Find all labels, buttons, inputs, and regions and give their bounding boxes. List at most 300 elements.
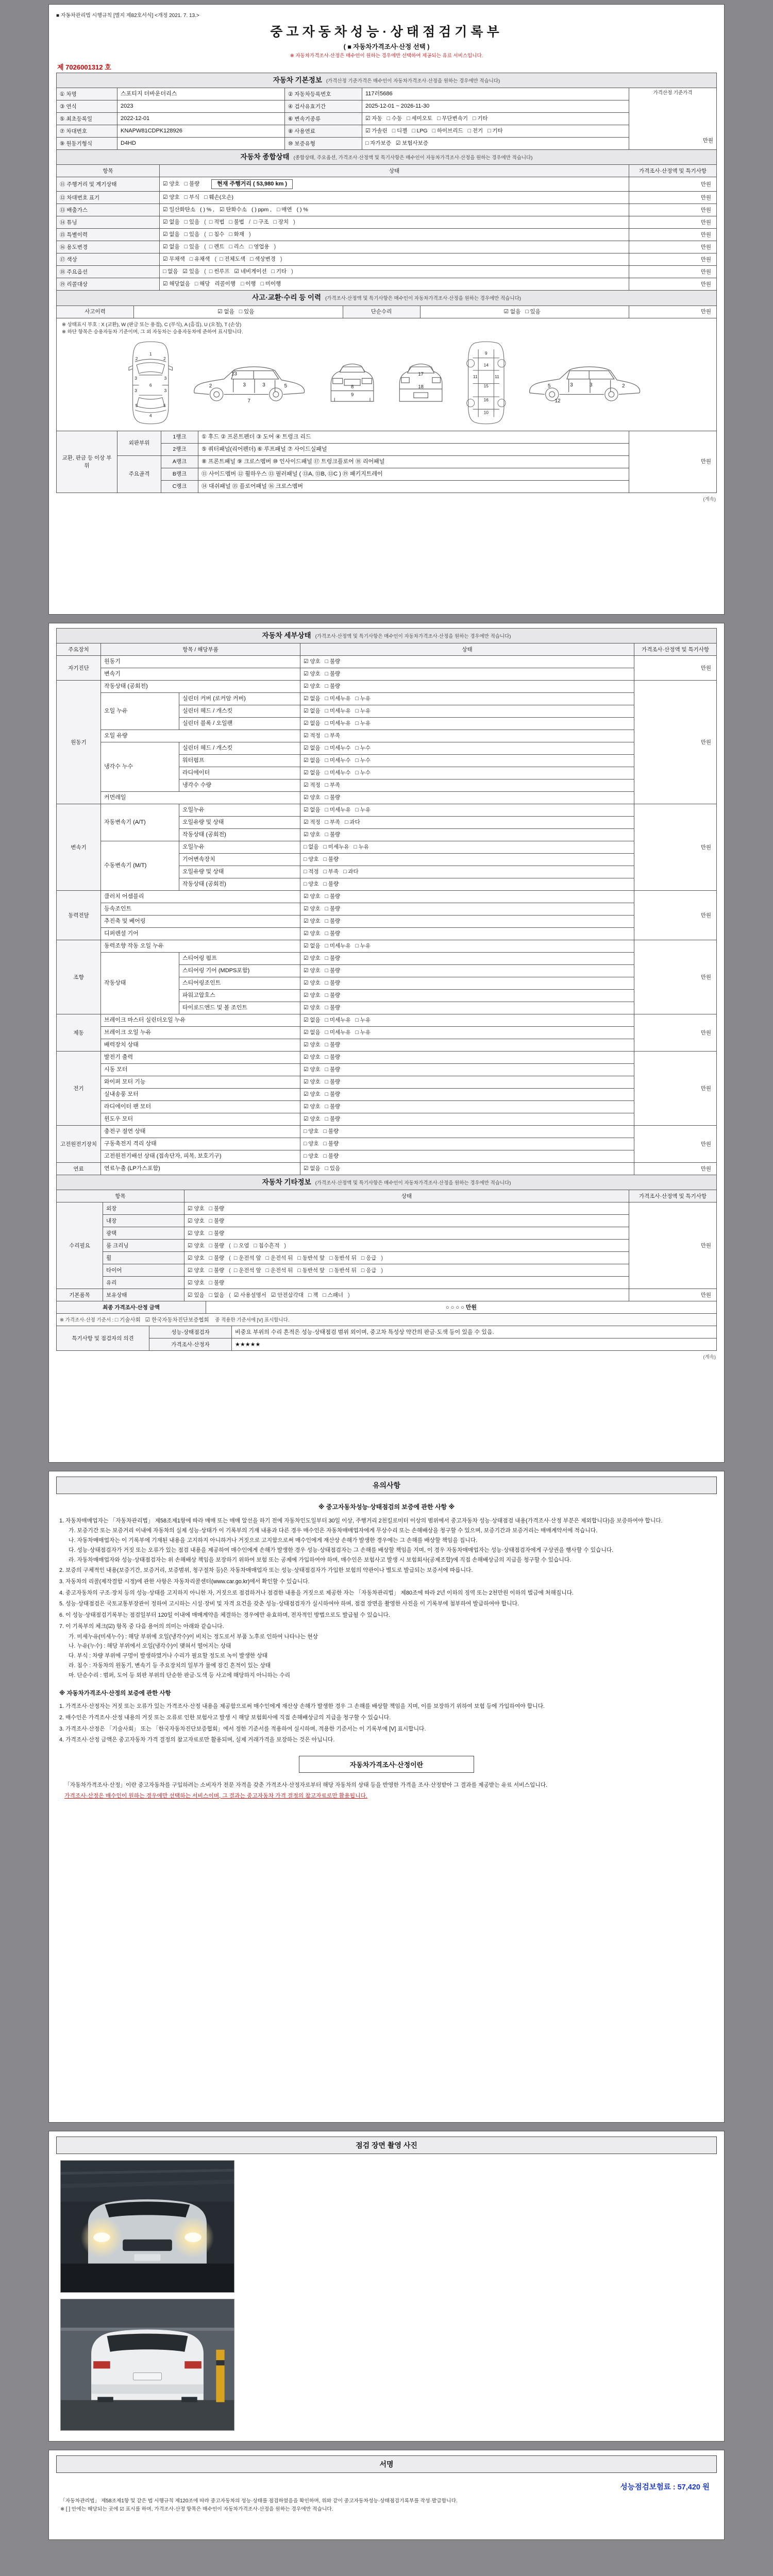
checkbox-checked[interactable]: ☑ 없음 — [304, 745, 321, 752]
checkbox-checked[interactable]: ☑ 사용설명서 — [233, 1292, 266, 1298]
checkbox-unchecked[interactable]: □ 운전석 뒤 — [265, 1255, 293, 1261]
checkbox-unchecked[interactable]: □ 불량 — [325, 1042, 341, 1048]
car-diagram-top — [127, 340, 174, 426]
checkbox-unchecked[interactable]: □ 세미오토 — [407, 115, 433, 122]
checkbox-checked[interactable]: ☑ 양호 — [188, 1255, 205, 1261]
value-cell — [179, 866, 300, 878]
checkbox-unchecked[interactable]: □ 불량 — [325, 671, 341, 677]
text-segment: ⑬ 배출가스 — [60, 207, 88, 213]
checkbox-unchecked[interactable]: □ 동반석 뒤 — [329, 1255, 357, 1261]
text-segment: 라디에이터 — [182, 770, 210, 776]
price-survey-box-title: 자동차가격조사·산정이란 — [299, 1756, 474, 1773]
checkbox-checked[interactable]: ☑ 없음 — [163, 244, 180, 250]
value-cell — [300, 817, 634, 829]
checkbox-unchecked[interactable]: □ 불량 — [325, 1054, 341, 1061]
checkbox-unchecked[interactable]: □ 누수 — [355, 757, 371, 764]
checkbox-unchecked[interactable]: □ 리스 — [229, 244, 244, 250]
row-label-cell — [57, 306, 134, 318]
checkbox-checked[interactable]: ☑ 양호 — [163, 181, 180, 188]
checkbox-unchecked[interactable]: □ 과다 — [343, 869, 359, 875]
checkbox-unchecked[interactable]: □ LPG — [412, 128, 428, 134]
checkbox-checked[interactable]: ☑ 양호 — [304, 1079, 321, 1086]
checkbox-checked[interactable]: ☑ 양호 — [304, 658, 321, 665]
value-cell — [160, 165, 629, 177]
price-cell — [629, 229, 716, 241]
checkbox-checked[interactable]: ☑ 양호 — [304, 955, 321, 962]
text-segment: 오일누유 — [182, 807, 205, 814]
checkbox-checked[interactable]: ☑ 없음 — [304, 1029, 321, 1036]
checkbox-unchecked[interactable]: □ 기타 — [473, 115, 488, 122]
checkbox-unchecked[interactable]: □ 누유 — [355, 708, 371, 715]
checkbox-checked[interactable]: ☑ 양호 — [188, 1205, 205, 1212]
checkbox-checked[interactable]: ☑ 해당없음 — [163, 281, 190, 287]
checkbox-unchecked[interactable]: □ 기타 — [271, 268, 287, 275]
checkbox-unchecked[interactable]: □ 불량 — [209, 1255, 225, 1261]
checkbox-unchecked[interactable]: □ 영업용 — [248, 244, 270, 250]
checkbox-checked[interactable]: ☑ 없음 — [304, 1017, 321, 1024]
checkbox-checked[interactable]: ☑ 양호 — [188, 1217, 205, 1224]
checkbox-unchecked[interactable]: □ 운전석 앞 — [233, 1267, 261, 1274]
checkbox-unchecked[interactable]: □ 불법 — [229, 219, 244, 226]
checkbox-unchecked[interactable]: □ 미세누유 — [323, 844, 349, 851]
checkbox-unchecked[interactable]: □ 수동 — [386, 115, 402, 122]
value-cell — [629, 165, 716, 177]
checkbox-checked[interactable]: ☑ 양호 — [304, 794, 321, 801]
state-code-legend — [62, 321, 711, 336]
table-row — [57, 903, 717, 916]
value-cell — [101, 668, 300, 681]
checkbox-unchecked[interactable]: □ 불량 — [325, 992, 341, 999]
table-row — [57, 1150, 717, 1163]
checkbox-unchecked[interactable]: □ 불량 — [323, 1153, 339, 1160]
price-cell — [634, 891, 717, 940]
text-segment: 제동 — [73, 1029, 84, 1036]
checkbox-unchecked[interactable]: □ 불량 — [325, 1005, 341, 1011]
row-label-cell — [103, 1264, 184, 1277]
checkbox-checked[interactable]: ☑ 적정 — [304, 782, 321, 789]
checkbox-checked[interactable]: ☑ 없음 — [163, 231, 180, 238]
checkbox-unchecked[interactable]: □ 양호 — [304, 1128, 319, 1135]
value-cell — [160, 241, 629, 253]
text-segment: 원동기 — [71, 739, 87, 745]
checkbox-unchecked[interactable]: □ 유채색 — [189, 256, 210, 263]
checkbox-unchecked[interactable]: □ 미세누수 — [325, 745, 351, 752]
checkbox-unchecked[interactable]: □ 동반석 뒤 — [329, 1267, 357, 1274]
checkbox-checked[interactable]: ☑ 없음 — [217, 308, 234, 315]
checkbox-unchecked[interactable]: □ 있음 — [239, 308, 255, 315]
text-segment: ) — [274, 244, 276, 250]
checkbox-checked[interactable]: ☑ 가솔린 — [365, 128, 388, 134]
diagram-part-number: 3 — [164, 388, 167, 394]
checkbox-unchecked[interactable]: □ 누유 — [354, 844, 369, 851]
text-segment: ( — [204, 244, 206, 250]
table-row — [57, 1289, 717, 1301]
checkbox-checked[interactable]: ☑ 양호 — [188, 1279, 205, 1286]
checkbox-checked[interactable]: ☑ 양호 — [304, 832, 321, 838]
checkbox-checked[interactable]: ☑ 양호 — [188, 1267, 205, 1274]
checkbox-unchecked[interactable]: □ 침수흔적 — [254, 1242, 280, 1249]
checkbox-unchecked[interactable]: □ 불량 — [325, 930, 341, 937]
checkbox-unchecked[interactable]: □ 적정 — [304, 869, 319, 875]
row-label-cell — [57, 113, 117, 125]
price-cell — [629, 1202, 716, 1289]
checkbox-unchecked[interactable]: □ 있음 — [325, 1165, 341, 1172]
value-cell — [300, 643, 634, 656]
value-cell — [101, 1064, 300, 1076]
table-row — [57, 730, 717, 742]
checkbox-unchecked[interactable]: □ 불량 — [209, 1230, 225, 1236]
checkbox-checked[interactable]: ☑ 무채색 — [163, 256, 185, 263]
checkbox-unchecked[interactable]: □ 미세누유 — [325, 807, 351, 814]
text-segment: 고전원전기장치 — [60, 1141, 97, 1147]
checkbox-unchecked[interactable]: □ 동반석 앞 — [297, 1267, 325, 1274]
checkbox-checked[interactable]: ☑ 없음 — [304, 708, 321, 715]
row-label-cell — [149, 1338, 232, 1351]
checkbox-checked[interactable]: ☑ 없음 — [304, 720, 321, 727]
checkbox-unchecked[interactable]: □ 불량 — [323, 1128, 339, 1135]
page-photos — [48, 2131, 725, 2442]
row-label-cell — [285, 88, 362, 100]
checkbox-unchecked[interactable]: □ 누유 — [355, 943, 371, 950]
row-label-cell — [57, 1126, 101, 1163]
notes-title: 유의사항 — [56, 1477, 717, 1494]
value-cell — [160, 216, 629, 229]
text-segment: ※ 가격조사·산정 기준서 : — [60, 1317, 115, 1323]
checkbox-unchecked[interactable]: □ 기술사회 — [114, 1316, 141, 1323]
checkbox-unchecked[interactable]: □ 전기 — [467, 128, 483, 134]
checkbox-unchecked[interactable]: □ 장치 — [273, 219, 289, 226]
text-segment: 사고이력 — [85, 308, 106, 315]
checkbox-unchecked[interactable]: □ 디젤 — [392, 128, 408, 134]
checkbox-checked[interactable]: ☑ 양호 — [304, 1005, 321, 1011]
checkbox-checked[interactable]: ☑ 보험사보증 — [395, 140, 428, 147]
checkbox-checked[interactable]: ☑ 양호 — [304, 968, 321, 974]
checkbox-checked[interactable]: ☑ 양호 — [304, 893, 321, 900]
value-cell — [101, 681, 300, 693]
value-cell — [362, 125, 629, 138]
checkbox-unchecked[interactable]: □ 화재 — [229, 231, 244, 238]
checkbox-unchecked[interactable]: □ 불량 — [209, 1217, 225, 1224]
checkbox-checked[interactable]: ☑ 양호 — [304, 1116, 321, 1123]
checkbox-unchecked[interactable]: □ 불량 — [325, 683, 341, 690]
value-cell — [300, 1089, 634, 1101]
note-line: 가. 보증기간 또는 보증거리 이내에 자동차의 실제 성능·상태가 이 기록부의 기재 내용과 다른 경우 매수인은 자동차매매업자에게 무상수리 또는 손해배상을 청구할 수 있으며, 보증기간과 보증거리는 매매계약서에 적습니다. — [69, 1528, 598, 1534]
table-row — [57, 177, 717, 192]
checkbox-checked[interactable]: ☑ 없음 — [163, 219, 180, 226]
text-segment: ) — [381, 1255, 383, 1261]
text-segment: 사고·교환·수리 등 이력 — [252, 294, 321, 302]
value-cell — [300, 804, 634, 817]
checkbox-checked[interactable]: ☑ 없음 — [304, 1165, 321, 1172]
checkbox-checked[interactable]: ☑ 네비게이션 — [234, 268, 267, 275]
checkbox-unchecked[interactable]: □ 누수 — [355, 745, 371, 752]
checkbox-unchecked[interactable]: □ 미세누유 — [325, 720, 351, 727]
checkbox-unchecked[interactable]: □ 잭 — [308, 1292, 318, 1298]
checkbox-unchecked[interactable]: □ 부식 — [184, 194, 200, 201]
checkbox-unchecked[interactable]: □ 양호 — [304, 856, 319, 863]
checkbox-unchecked[interactable]: □ 있음 — [184, 219, 200, 226]
checkbox-unchecked[interactable]: □ 운전석 앞 — [233, 1255, 261, 1261]
row-label-cell — [103, 1202, 184, 1215]
text-segment: 냉각수 수량 — [182, 782, 212, 789]
checkbox-checked[interactable]: ☑ 양호 — [304, 918, 321, 925]
panels-table — [56, 431, 717, 493]
value-cell — [300, 1027, 634, 1039]
checkbox-unchecked[interactable]: □ 불량 — [323, 881, 339, 888]
row-label-cell — [117, 456, 161, 493]
text-segment: ⑨ 원동기형식 — [60, 140, 93, 147]
checkbox-checked[interactable]: ☑ 없음 — [503, 308, 521, 315]
checkbox-unchecked[interactable]: □ 없음 — [209, 1292, 225, 1298]
checkbox-unchecked[interactable]: □ 미이행 — [260, 281, 281, 287]
checkbox-unchecked[interactable]: □ 불량 — [325, 1104, 341, 1110]
checkbox-checked[interactable]: ☑ 양호 — [304, 1066, 321, 1073]
text-segment: 오일유량 및 상태 — [182, 819, 224, 826]
checkbox-unchecked[interactable]: □ 부족 — [325, 782, 341, 789]
checkbox-unchecked[interactable]: □ 불량 — [325, 968, 341, 974]
table-row — [57, 204, 717, 216]
price-cell — [629, 177, 716, 192]
row-label-cell — [57, 266, 160, 278]
text-segment: ) — [284, 1242, 286, 1249]
checkbox-checked[interactable]: ☑ 양호 — [304, 906, 321, 912]
price-cell — [629, 306, 717, 318]
row-label-cell — [57, 125, 117, 138]
checkbox-unchecked[interactable]: □ 동반석 앞 — [297, 1255, 325, 1261]
checkbox-unchecked[interactable]: □ 기타 — [488, 128, 503, 134]
checkbox-unchecked[interactable]: □ 이행 — [241, 281, 256, 287]
checkbox-checked[interactable]: ☑ 적정 — [304, 819, 321, 826]
checkbox-checked[interactable]: ☑ 양호 — [163, 194, 180, 201]
checkbox-unchecked[interactable]: □ 부족 — [323, 869, 339, 875]
value-cell — [179, 953, 300, 965]
checkbox-checked[interactable]: ☑ 양호 — [188, 1230, 205, 1236]
checkbox-checked[interactable]: ☑ 있음 — [188, 1292, 205, 1298]
value-cell — [179, 718, 300, 730]
text-segment: ★★★★★ — [235, 1341, 261, 1348]
checkbox-unchecked[interactable]: □ 오염 — [233, 1242, 249, 1249]
row-label-cell — [161, 481, 198, 493]
table-row — [57, 940, 717, 953]
row-label-cell — [57, 1052, 101, 1126]
row-label-cell — [161, 431, 198, 444]
checkbox-checked[interactable]: ☑ 양호 — [304, 980, 321, 987]
value-cell — [198, 431, 629, 444]
checkbox-checked[interactable]: ☑ 탄화수소 — [220, 207, 247, 213]
checkbox-unchecked[interactable]: □ 불량 — [325, 1091, 341, 1098]
checkbox-unchecked[interactable]: □ 불량 — [209, 1205, 225, 1212]
checkbox-checked[interactable]: ☑ 있음 — [182, 268, 200, 275]
checkbox-checked[interactable]: ☑ 일산화탄소 — [163, 207, 196, 213]
value-cell — [101, 1163, 300, 1175]
checkbox-unchecked[interactable]: □ 있음 — [525, 308, 541, 315]
checkbox-unchecked[interactable]: □ 침수 — [209, 231, 225, 238]
checkbox-checked[interactable]: ☑ 양호 — [304, 1042, 321, 1048]
checkbox-unchecked[interactable]: □ 불량 — [209, 1279, 225, 1286]
checkbox-unchecked[interactable]: □ 불량 — [323, 1141, 339, 1147]
table-row — [57, 1190, 717, 1202]
section-header-cell — [57, 1175, 717, 1190]
checkbox-unchecked[interactable]: □ 미세누유 — [325, 696, 351, 702]
checkbox-unchecked[interactable]: □ 과다 — [345, 819, 360, 826]
value-cell — [300, 779, 634, 792]
value-cell — [300, 1113, 634, 1126]
checkbox-unchecked[interactable]: □ 미세누유 — [325, 1029, 351, 1036]
accident-history-table — [56, 290, 717, 318]
checkbox-unchecked[interactable]: □ 누유 — [355, 1017, 371, 1024]
text-segment: 가격조사·산정자 — [171, 1341, 210, 1348]
value-cell — [179, 990, 300, 1002]
car-diagram-rear — [394, 361, 447, 405]
checkbox-checked[interactable]: ☑ 없음 — [304, 943, 321, 950]
value-cell — [362, 88, 629, 100]
text-segment: 배력장치 상태 — [104, 1042, 139, 1048]
checkbox-unchecked[interactable]: □ 불량 — [325, 955, 341, 962]
text-segment: 스티어링 펌프 — [182, 955, 217, 962]
checkbox-unchecked[interactable]: □ 불량 — [325, 1116, 341, 1123]
text-segment: 자동차 세부상태 — [262, 632, 311, 639]
checkbox-unchecked[interactable]: □ 불량 — [325, 893, 341, 900]
checkbox-unchecked[interactable]: □ 있음 — [184, 244, 200, 250]
checkbox-checked[interactable]: ☑ 한국자동차진단보증협회 — [145, 1316, 209, 1323]
checkbox-unchecked[interactable]: □ 매연 — [277, 207, 292, 213]
checkbox-checked[interactable]: ☑ 양호 — [188, 1242, 205, 1249]
checkbox-unchecked[interactable]: □ 누수 — [355, 770, 371, 776]
checkbox-unchecked[interactable]: □ 불량 — [325, 794, 341, 801]
checkbox-checked[interactable]: ☑ 양호 — [304, 683, 321, 690]
text-segment: 주요골격 — [128, 471, 150, 478]
checkbox-unchecked[interactable]: □ 부족 — [325, 819, 341, 826]
checkbox-unchecked[interactable]: □ 하이브리드 — [432, 128, 463, 134]
text-segment: 실린더 헤드 / 개스킷 — [182, 708, 233, 715]
checkbox-unchecked[interactable]: □ 스패너 — [323, 1292, 344, 1298]
table-row — [57, 1064, 717, 1076]
note-line: 라. 자동차매매업자와 성능·상태점검자는 위 손해배상 책임을 보장하기 위하여 보험 또는 공제에 가입하여야 하며, 매수인은 보험사고 발생 시 보험회사(공제조합)에 직접 손해배상금의 지급을 청구할 수 있습니다. — [69, 1556, 572, 1563]
checkbox-unchecked[interactable]: □ 미세누수 — [325, 770, 351, 776]
text-segment: 작동상태 (공회전) — [182, 881, 226, 888]
checkbox-unchecked[interactable]: □ 미세누유 — [325, 1017, 351, 1024]
checkbox-unchecked[interactable]: □ 운전석 뒤 — [265, 1267, 293, 1274]
checkbox-checked[interactable]: ☑ 양호 — [304, 930, 321, 937]
checkbox-checked[interactable]: ☑ 양호 — [304, 1104, 321, 1110]
checkbox-unchecked[interactable]: □ 부족 — [325, 733, 341, 739]
value-cell — [101, 891, 300, 903]
text-segment: ⑮ 특별이력 — [60, 231, 88, 238]
checkbox-unchecked[interactable]: □ 있음 — [184, 231, 200, 238]
checkbox-unchecked[interactable]: □ 불량 — [325, 1079, 341, 1086]
checkbox-unchecked[interactable]: □ 불량 — [209, 1267, 225, 1274]
checkbox-unchecked[interactable]: □ 불량 — [325, 906, 341, 912]
checkbox-unchecked[interactable]: □ 불량 — [325, 1066, 341, 1073]
checkbox-unchecked[interactable]: □ 양호 — [304, 1153, 319, 1160]
value-cell — [300, 730, 634, 742]
checkbox-unchecked[interactable]: □ 불량 — [323, 856, 339, 863]
text-segment: 고전원전기배선 상태 (접속단자, 피복, 보호기구) — [104, 1153, 222, 1160]
checkbox-unchecked[interactable]: □ 불량 — [325, 918, 341, 925]
diagram-part-number: 3 — [589, 382, 593, 388]
diagram-part-number: 5 — [136, 402, 138, 408]
checkbox-unchecked[interactable]: □ 누유 — [355, 807, 371, 814]
text-segment: ( — [229, 1267, 231, 1274]
checkbox-unchecked[interactable]: □ 응급 — [361, 1267, 377, 1274]
checkbox-unchecked[interactable]: □ 전체도색 — [220, 256, 245, 263]
checkbox-unchecked[interactable]: □ 해당 — [194, 281, 210, 287]
price-cell — [629, 253, 716, 266]
text-segment: 작동상태 (공회전) — [182, 832, 226, 838]
checkbox-unchecked[interactable]: □ 누유 — [355, 720, 371, 727]
checkbox-unchecked[interactable]: □ 구조 — [254, 219, 269, 226]
value-cell — [117, 88, 285, 100]
checkbox-unchecked[interactable]: □ 자가보증 — [365, 140, 391, 147]
checkbox-unchecked[interactable]: □ 적법 — [209, 219, 225, 226]
text-segment: 유리 — [106, 1279, 117, 1286]
checkbox-unchecked[interactable]: □ 미세누수 — [325, 757, 351, 764]
checkbox-unchecked[interactable]: □ 불량 — [325, 980, 341, 987]
value-cell — [362, 100, 629, 113]
checkbox-checked[interactable]: ☑ 없음 — [304, 757, 321, 764]
checkbox-unchecked[interactable]: □ 없음 — [163, 268, 178, 275]
checkbox-unchecked[interactable]: □ 렌트 — [209, 244, 225, 250]
checkbox-checked[interactable]: ☑ 자동 — [365, 115, 382, 122]
checkbox-unchecked[interactable]: □ 누유 — [355, 696, 371, 702]
checkbox-checked[interactable]: ☑ 없음 — [304, 770, 321, 776]
checkbox-unchecked[interactable]: □ 응급 — [361, 1255, 377, 1261]
value-cell — [160, 278, 629, 291]
table-row — [57, 88, 717, 100]
text-segment: 수리필요 — [69, 1242, 90, 1249]
checkbox-checked[interactable]: ☑ 없음 — [304, 696, 321, 702]
checkbox-unchecked[interactable]: □ 불량 — [325, 832, 341, 838]
document-title-note: ※ 자동차가격조사·산정은 매수인이 원하는 경우에만 선택하여 제공되는 유료 서비스입니다. — [290, 53, 483, 59]
checkbox-unchecked[interactable]: □ 미세누유 — [325, 708, 351, 715]
checkbox-unchecked[interactable]: □ 누유 — [355, 1029, 371, 1036]
checkbox-checked[interactable]: ☑ 양호 — [304, 992, 321, 999]
checkbox-checked[interactable]: ☑ 양호 — [304, 1091, 321, 1098]
checkbox-unchecked[interactable]: □ 썬루프 — [209, 268, 230, 275]
text-segment: 만원 — [700, 231, 711, 238]
checkbox-checked[interactable]: ☑ 적정 — [304, 733, 321, 739]
text-segment: 스포티지 더바운더리스 — [121, 91, 177, 97]
value-cell — [300, 878, 634, 891]
text-segment: 만원 — [700, 1292, 711, 1298]
diagram-part-number: 14 — [483, 362, 489, 368]
row-label-cell — [57, 229, 160, 241]
text-segment: 시동 모터 — [104, 1066, 128, 1073]
checkbox-checked[interactable]: ☑ 양호 — [304, 671, 321, 677]
checkbox-unchecked[interactable]: □ 불량 — [184, 181, 200, 188]
checkbox-unchecked[interactable]: □ 무단변속기 — [437, 115, 468, 122]
checkbox-unchecked[interactable]: □ 없음 — [304, 844, 319, 851]
diagram-part-number: 11 — [473, 374, 478, 379]
checkbox-unchecked[interactable]: □ 색상변경 — [249, 256, 276, 263]
value-cell — [179, 965, 300, 977]
value-cell — [300, 681, 634, 693]
checkbox-unchecked[interactable]: □ 불량 — [209, 1242, 225, 1249]
checkbox-unchecked[interactable]: □ 훼손(오손) — [204, 194, 233, 201]
checkbox-checked[interactable]: ☑ 안전삼각대 — [271, 1292, 304, 1298]
checkbox-checked[interactable]: ☑ 양호 — [304, 1054, 321, 1061]
checkbox-unchecked[interactable]: □ 양호 — [304, 881, 319, 888]
checkbox-checked[interactable]: ☑ 없음 — [304, 807, 321, 814]
value-cell — [101, 1126, 300, 1138]
text-segment: 자기진단 — [68, 665, 89, 671]
checkbox-unchecked[interactable]: □ 미세누유 — [325, 943, 351, 950]
checkbox-unchecked[interactable]: □ 불량 — [325, 658, 341, 665]
value-cell — [101, 1089, 300, 1101]
text-segment: 비중요 부위의 수리 흔적은 성능·상태점검 범위 외이며, 중고차 특성상 약간의 판금·도색 등이 있을 수 있음. — [235, 1329, 494, 1335]
checkbox-unchecked[interactable]: □ 양호 — [304, 1141, 319, 1147]
etc-table — [56, 1175, 717, 1301]
